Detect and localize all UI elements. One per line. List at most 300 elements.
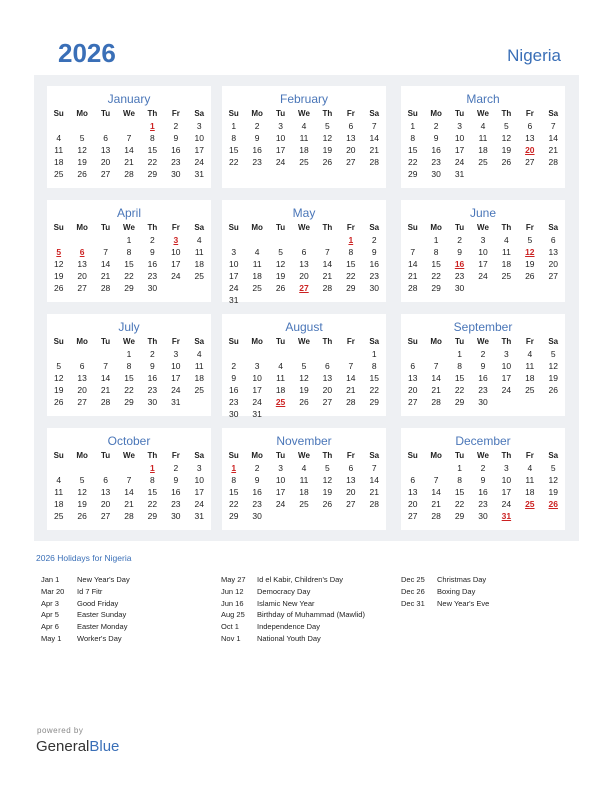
day-cell[interactable]: 25 <box>478 157 488 167</box>
day-cell[interactable]: 12 <box>322 133 333 143</box>
day-cell[interactable]: 10 <box>252 373 262 383</box>
day-cell[interactable]: 19 <box>299 385 309 395</box>
day-cell[interactable]: 12 <box>299 373 309 383</box>
day-cell[interactable]: 3 <box>196 121 202 131</box>
day-cell[interactable]: 2 <box>254 463 260 473</box>
day-cell[interactable]: 21 <box>431 499 441 509</box>
day-cell[interactable]: 29 <box>407 169 418 179</box>
day-cell[interactable]: 12 <box>548 475 558 485</box>
day-cell[interactable]: 21 <box>369 487 379 497</box>
day-cell[interactable]: 10 <box>194 475 204 485</box>
day-cell[interactable]: 14 <box>369 475 379 485</box>
day-cell[interactable]: 31 <box>228 295 239 305</box>
day-cell[interactable]: 6 <box>325 361 330 371</box>
day-cell[interactable]: 28 <box>100 283 111 293</box>
day-cell[interactable]: 3 <box>254 361 260 371</box>
day-cell[interactable]: 28 <box>346 397 356 407</box>
day-cell[interactable]: 17 <box>478 259 488 269</box>
day-cell[interactable]: 22 <box>228 157 239 167</box>
day-cell[interactable]: 6 <box>410 361 416 371</box>
day-cell[interactable]: 10 <box>228 259 239 269</box>
day-cell[interactable]: 17 <box>252 385 262 395</box>
day-cell[interactable]: 1 <box>231 121 237 131</box>
day-cell[interactable]: 4 <box>527 349 533 359</box>
day-cell[interactable]: 26 <box>275 283 286 293</box>
day-cell[interactable]: 14 <box>124 145 134 155</box>
day-cell[interactable]: 12 <box>53 259 64 269</box>
day-cell[interactable]: 6 <box>348 463 354 473</box>
day-cell[interactable]: 26 <box>525 271 535 281</box>
day-cell[interactable]: 14 <box>322 259 333 269</box>
holiday-day[interactable]: 1 <box>150 463 155 473</box>
day-cell[interactable]: 17 <box>275 145 286 155</box>
holiday-day[interactable]: 1 <box>231 463 237 473</box>
day-cell[interactable]: 5 <box>504 121 509 131</box>
day-cell[interactable]: 16 <box>147 373 158 383</box>
day-cell[interactable]: 7 <box>126 133 132 143</box>
day-cell[interactable]: 5 <box>79 133 85 143</box>
day-cell[interactable]: 18 <box>299 145 309 155</box>
day-cell[interactable]: 9 <box>254 133 260 143</box>
day-cell[interactable]: 28 <box>431 397 441 407</box>
day-cell[interactable]: 15 <box>124 373 134 383</box>
day-cell[interactable]: 29 <box>346 283 356 293</box>
day-cell[interactable]: 28 <box>431 511 441 521</box>
day-cell[interactable]: 1 <box>457 349 462 359</box>
day-cell[interactable]: 8 <box>457 361 462 371</box>
day-cell[interactable]: 20 <box>346 487 356 497</box>
day-cell[interactable]: 5 <box>550 349 556 359</box>
day-cell[interactable]: 13 <box>322 373 333 383</box>
day-cell[interactable]: 29 <box>369 397 379 407</box>
day-cell[interactable]: 5 <box>56 361 62 371</box>
day-cell[interactable]: 11 <box>299 475 309 485</box>
day-cell[interactable]: 28 <box>407 283 418 293</box>
day-cell[interactable]: 4 <box>254 247 260 257</box>
day-cell[interactable]: 29 <box>124 397 134 407</box>
day-cell[interactable]: 20 <box>77 271 87 281</box>
day-cell[interactable]: 4 <box>301 121 307 131</box>
day-cell[interactable]: 10 <box>501 475 512 485</box>
day-cell[interactable]: 19 <box>53 271 64 281</box>
day-cell[interactable]: 6 <box>79 361 85 371</box>
day-cell[interactable]: 22 <box>228 499 239 509</box>
day-cell[interactable]: 2 <box>480 349 486 359</box>
day-cell[interactable]: 19 <box>548 487 558 497</box>
day-cell[interactable]: 14 <box>407 259 418 269</box>
day-cell[interactable]: 16 <box>171 487 181 497</box>
day-cell[interactable]: 28 <box>548 157 558 167</box>
day-cell[interactable]: 6 <box>410 475 416 485</box>
day-cell[interactable]: 10 <box>275 475 286 485</box>
holiday-day[interactable]: 20 <box>525 145 535 155</box>
day-cell[interactable]: 23 <box>252 157 262 167</box>
day-cell[interactable]: 11 <box>252 259 262 269</box>
day-cell[interactable]: 5 <box>325 121 330 131</box>
day-cell[interactable]: 24 <box>252 397 262 407</box>
day-cell[interactable]: 13 <box>100 487 111 497</box>
day-cell[interactable]: 15 <box>454 373 465 383</box>
day-cell[interactable]: 15 <box>124 259 134 269</box>
day-cell[interactable]: 19 <box>548 373 558 383</box>
day-cell[interactable]: 16 <box>252 145 262 155</box>
day-cell[interactable]: 17 <box>501 487 512 497</box>
day-cell[interactable]: 28 <box>369 499 379 509</box>
day-cell[interactable]: 5 <box>301 361 307 371</box>
day-cell[interactable]: 2 <box>173 463 179 473</box>
day-cell[interactable]: 16 <box>228 385 239 395</box>
day-cell[interactable]: 1 <box>410 121 416 131</box>
holiday-day[interactable]: 12 <box>525 247 535 257</box>
day-cell[interactable]: 18 <box>194 259 204 269</box>
day-cell[interactable]: 16 <box>478 487 488 497</box>
day-cell[interactable]: 27 <box>346 157 356 167</box>
day-cell[interactable]: 26 <box>322 499 333 509</box>
day-cell[interactable]: 8 <box>348 247 354 257</box>
day-cell[interactable]: 29 <box>147 169 158 179</box>
day-cell[interactable]: 1 <box>433 235 439 245</box>
day-cell[interactable]: 17 <box>275 487 286 497</box>
day-cell[interactable]: 25 <box>53 169 64 179</box>
day-cell[interactable]: 17 <box>194 145 204 155</box>
day-cell[interactable]: 25 <box>299 499 309 509</box>
day-cell[interactable]: 21 <box>548 145 558 155</box>
day-cell[interactable]: 19 <box>322 487 333 497</box>
day-cell[interactable]: 4 <box>504 235 509 245</box>
day-cell[interactable]: 28 <box>100 397 111 407</box>
day-cell[interactable]: 24 <box>275 157 286 167</box>
day-cell[interactable]: 10 <box>478 247 488 257</box>
day-cell[interactable]: 20 <box>407 385 418 395</box>
day-cell[interactable]: 31 <box>171 397 181 407</box>
day-cell[interactable]: 7 <box>103 361 108 371</box>
day-cell[interactable]: 18 <box>252 271 262 281</box>
day-cell[interactable]: 17 <box>228 271 239 281</box>
day-cell[interactable]: 10 <box>171 247 181 257</box>
day-cell[interactable]: 29 <box>454 511 465 521</box>
day-cell[interactable]: 3 <box>480 235 486 245</box>
day-cell[interactable]: 25 <box>525 385 535 395</box>
day-cell[interactable]: 22 <box>124 385 134 395</box>
day-cell[interactable]: 23 <box>478 385 488 395</box>
day-cell[interactable]: 30 <box>478 511 488 521</box>
day-cell[interactable]: 29 <box>454 397 465 407</box>
day-cell[interactable]: 27 <box>100 169 111 179</box>
day-cell[interactable]: 30 <box>147 397 158 407</box>
day-cell[interactable]: 4 <box>196 235 202 245</box>
holiday-day[interactable]: 25 <box>275 397 286 407</box>
day-cell[interactable]: 4 <box>480 121 486 131</box>
day-cell[interactable]: 14 <box>100 373 111 383</box>
day-cell[interactable]: 24 <box>171 385 181 395</box>
day-cell[interactable]: 18 <box>525 487 535 497</box>
day-cell[interactable]: 24 <box>478 271 488 281</box>
day-cell[interactable]: 21 <box>124 157 134 167</box>
day-cell[interactable]: 12 <box>275 259 286 269</box>
day-cell[interactable]: 26 <box>501 157 512 167</box>
day-cell[interactable]: 11 <box>54 145 64 155</box>
day-cell[interactable]: 7 <box>550 121 556 131</box>
day-cell[interactable]: 14 <box>431 373 441 383</box>
day-cell[interactable]: 15 <box>147 487 158 497</box>
day-cell[interactable]: 9 <box>457 247 462 257</box>
day-cell[interactable]: 21 <box>407 271 418 281</box>
day-cell[interactable]: 15 <box>369 373 379 383</box>
day-cell[interactable]: 7 <box>325 247 330 257</box>
day-cell[interactable]: 10 <box>171 361 181 371</box>
day-cell[interactable]: 19 <box>275 271 286 281</box>
day-cell[interactable]: 24 <box>275 499 286 509</box>
holiday-day[interactable]: 1 <box>348 235 354 245</box>
day-cell[interactable]: 11 <box>194 361 204 371</box>
day-cell[interactable]: 24 <box>501 385 512 395</box>
day-cell[interactable]: 15 <box>454 487 465 497</box>
day-cell[interactable]: 18 <box>501 259 512 269</box>
day-cell[interactable]: 8 <box>126 361 132 371</box>
day-cell[interactable]: 7 <box>410 247 416 257</box>
holiday-day[interactable]: 5 <box>56 247 62 257</box>
day-cell[interactable]: 9 <box>433 133 439 143</box>
day-cell[interactable]: 14 <box>124 487 134 497</box>
day-cell[interactable]: 4 <box>196 349 202 359</box>
day-cell[interactable]: 30 <box>171 169 181 179</box>
day-cell[interactable]: 24 <box>171 271 181 281</box>
day-cell[interactable]: 18 <box>53 157 64 167</box>
day-cell[interactable]: 6 <box>103 475 108 485</box>
day-cell[interactable]: 5 <box>278 247 283 257</box>
day-cell[interactable]: 2 <box>150 235 155 245</box>
day-cell[interactable]: 16 <box>147 259 158 269</box>
day-cell[interactable]: 28 <box>369 157 379 167</box>
day-cell[interactable]: 31 <box>194 511 204 521</box>
holiday-day[interactable]: 3 <box>173 235 179 245</box>
day-cell[interactable]: 8 <box>150 475 155 485</box>
day-cell[interactable]: 18 <box>53 499 64 509</box>
day-cell[interactable]: 20 <box>322 385 333 395</box>
day-cell[interactable]: 26 <box>77 169 87 179</box>
day-cell[interactable]: 29 <box>431 283 441 293</box>
day-cell[interactable]: 22 <box>454 499 465 509</box>
day-cell[interactable]: 13 <box>346 475 356 485</box>
day-cell[interactable]: 6 <box>550 235 556 245</box>
day-cell[interactable]: 24 <box>454 157 465 167</box>
day-cell[interactable]: 8 <box>371 361 377 371</box>
day-cell[interactable]: 15 <box>431 259 441 269</box>
day-cell[interactable]: 20 <box>407 499 418 509</box>
day-cell[interactable]: 17 <box>171 373 181 383</box>
day-cell[interactable]: 25 <box>53 511 64 521</box>
holiday-day[interactable]: 26 <box>548 499 558 509</box>
day-cell[interactable]: 7 <box>103 247 108 257</box>
day-cell[interactable]: 17 <box>454 145 465 155</box>
day-cell[interactable]: 3 <box>278 121 283 131</box>
day-cell[interactable]: 30 <box>478 397 488 407</box>
day-cell[interactable]: 3 <box>457 121 462 131</box>
day-cell[interactable]: 27 <box>346 499 356 509</box>
day-cell[interactable]: 14 <box>548 133 558 143</box>
day-cell[interactable]: 4 <box>56 133 62 143</box>
day-cell[interactable]: 14 <box>100 259 111 269</box>
day-cell[interactable]: 30 <box>252 511 262 521</box>
day-cell[interactable]: 19 <box>77 499 87 509</box>
day-cell[interactable]: 13 <box>548 247 558 257</box>
day-cell[interactable]: 9 <box>480 475 486 485</box>
day-cell[interactable]: 26 <box>548 385 558 395</box>
day-cell[interactable]: 30 <box>228 409 239 419</box>
day-cell[interactable]: 3 <box>173 349 179 359</box>
day-cell[interactable]: 14 <box>346 373 356 383</box>
day-cell[interactable]: 11 <box>478 133 488 143</box>
day-cell[interactable]: 13 <box>407 487 418 497</box>
day-cell[interactable]: 9 <box>150 247 155 257</box>
day-cell[interactable]: 3 <box>231 247 237 257</box>
day-cell[interactable]: 30 <box>431 169 441 179</box>
day-cell[interactable]: 29 <box>228 511 239 521</box>
day-cell[interactable]: 23 <box>478 499 488 509</box>
generalblue-logo[interactable] <box>36 738 119 755</box>
day-cell[interactable]: 11 <box>525 361 535 371</box>
day-cell[interactable]: 12 <box>53 373 64 383</box>
day-cell[interactable]: 15 <box>147 145 158 155</box>
day-cell[interactable]: 20 <box>77 385 87 395</box>
day-cell[interactable]: 24 <box>501 499 512 509</box>
day-cell[interactable]: 27 <box>525 157 535 167</box>
day-cell[interactable]: 23 <box>431 157 441 167</box>
day-cell[interactable]: 8 <box>433 247 439 257</box>
day-cell[interactable]: 7 <box>433 361 439 371</box>
day-cell[interactable]: 13 <box>346 133 356 143</box>
day-cell[interactable]: 12 <box>322 475 333 485</box>
day-cell[interactable]: 23 <box>171 157 181 167</box>
day-cell[interactable]: 21 <box>369 145 379 155</box>
day-cell[interactable]: 13 <box>407 373 418 383</box>
day-cell[interactable]: 2 <box>173 121 179 131</box>
day-cell[interactable]: 8 <box>410 133 416 143</box>
day-cell[interactable]: 21 <box>100 385 111 395</box>
day-cell[interactable]: 26 <box>53 397 64 407</box>
day-cell[interactable]: 23 <box>369 271 379 281</box>
holiday-day[interactable]: 6 <box>79 247 85 257</box>
day-cell[interactable]: 14 <box>431 487 441 497</box>
day-cell[interactable]: 13 <box>77 259 87 269</box>
day-cell[interactable]: 17 <box>171 259 181 269</box>
day-cell[interactable]: 27 <box>407 511 418 521</box>
day-cell[interactable]: 15 <box>346 259 356 269</box>
day-cell[interactable]: 30 <box>171 511 181 521</box>
day-cell[interactable]: 20 <box>299 271 309 281</box>
day-cell[interactable]: 22 <box>454 385 465 395</box>
day-cell[interactable]: 10 <box>454 133 465 143</box>
day-cell[interactable]: 25 <box>501 271 512 281</box>
day-cell[interactable]: 19 <box>53 385 64 395</box>
day-cell[interactable]: 4 <box>301 463 307 473</box>
day-cell[interactable]: 21 <box>100 271 111 281</box>
day-cell[interactable]: 29 <box>124 283 134 293</box>
day-cell[interactable]: 11 <box>276 373 285 383</box>
day-cell[interactable]: 31 <box>454 169 465 179</box>
day-cell[interactable]: 16 <box>252 487 262 497</box>
day-cell[interactable]: 22 <box>431 271 441 281</box>
holiday-day[interactable]: 1 <box>150 121 155 131</box>
day-cell[interactable]: 13 <box>100 145 111 155</box>
day-cell[interactable]: 30 <box>147 283 158 293</box>
day-cell[interactable]: 28 <box>322 283 333 293</box>
day-cell[interactable]: 21 <box>346 385 356 395</box>
day-cell[interactable]: 26 <box>322 157 333 167</box>
day-cell[interactable]: 10 <box>194 133 204 143</box>
day-cell[interactable]: 16 <box>369 259 379 269</box>
day-cell[interactable]: 27 <box>77 397 87 407</box>
day-cell[interactable]: 22 <box>346 271 356 281</box>
day-cell[interactable]: 20 <box>100 157 111 167</box>
day-cell[interactable]: 4 <box>56 475 62 485</box>
day-cell[interactable]: 6 <box>527 121 533 131</box>
day-cell[interactable]: 13 <box>525 133 535 143</box>
day-cell[interactable]: 9 <box>231 373 237 383</box>
day-cell[interactable]: 27 <box>407 397 418 407</box>
day-cell[interactable]: 16 <box>478 373 488 383</box>
day-cell[interactable]: 5 <box>550 463 556 473</box>
day-cell[interactable]: 4 <box>278 361 283 371</box>
day-cell[interactable]: 19 <box>525 259 535 269</box>
day-cell[interactable]: 12 <box>501 133 512 143</box>
day-cell[interactable]: 29 <box>147 511 158 521</box>
day-cell[interactable]: 21 <box>124 499 134 509</box>
day-cell[interactable]: 18 <box>194 373 204 383</box>
day-cell[interactable]: 5 <box>325 463 330 473</box>
day-cell[interactable]: 26 <box>77 511 87 521</box>
day-cell[interactable]: 11 <box>54 487 64 497</box>
day-cell[interactable]: 16 <box>171 145 181 155</box>
day-cell[interactable]: 30 <box>454 283 465 293</box>
day-cell[interactable]: 17 <box>501 373 512 383</box>
day-cell[interactable]: 25 <box>194 271 204 281</box>
day-cell[interactable]: 2 <box>433 121 439 131</box>
day-cell[interactable]: 22 <box>407 157 418 167</box>
day-cell[interactable]: 2 <box>150 349 155 359</box>
day-cell[interactable]: 22 <box>147 157 158 167</box>
day-cell[interactable]: 3 <box>504 463 509 473</box>
day-cell[interactable]: 15 <box>407 145 418 155</box>
day-cell[interactable]: 3 <box>504 349 509 359</box>
day-cell[interactable]: 24 <box>194 499 204 509</box>
day-cell[interactable]: 24 <box>194 157 204 167</box>
day-cell[interactable]: 7 <box>371 463 377 473</box>
day-cell[interactable]: 27 <box>77 283 87 293</box>
day-cell[interactable]: 27 <box>548 271 558 281</box>
day-cell[interactable]: 20 <box>346 145 356 155</box>
day-cell[interactable]: 27 <box>100 511 111 521</box>
day-cell[interactable]: 22 <box>124 271 134 281</box>
day-cell[interactable]: 1 <box>126 349 132 359</box>
day-cell[interactable]: 13 <box>77 373 87 383</box>
day-cell[interactable]: 3 <box>278 463 283 473</box>
day-cell[interactable]: 7 <box>433 475 439 485</box>
day-cell[interactable]: 8 <box>150 133 155 143</box>
day-cell[interactable]: 17 <box>194 487 204 497</box>
day-cell[interactable]: 27 <box>322 397 333 407</box>
day-cell[interactable]: 2 <box>457 235 462 245</box>
day-cell[interactable]: 11 <box>299 133 309 143</box>
day-cell[interactable]: 11 <box>194 247 204 257</box>
day-cell[interactable]: 2 <box>254 121 260 131</box>
day-cell[interactable]: 21 <box>431 385 441 395</box>
day-cell[interactable]: 26 <box>299 397 309 407</box>
day-cell[interactable]: 15 <box>228 487 239 497</box>
day-cell[interactable]: 18 <box>478 145 488 155</box>
day-cell[interactable]: 6 <box>301 247 307 257</box>
day-cell[interactable]: 9 <box>150 361 155 371</box>
